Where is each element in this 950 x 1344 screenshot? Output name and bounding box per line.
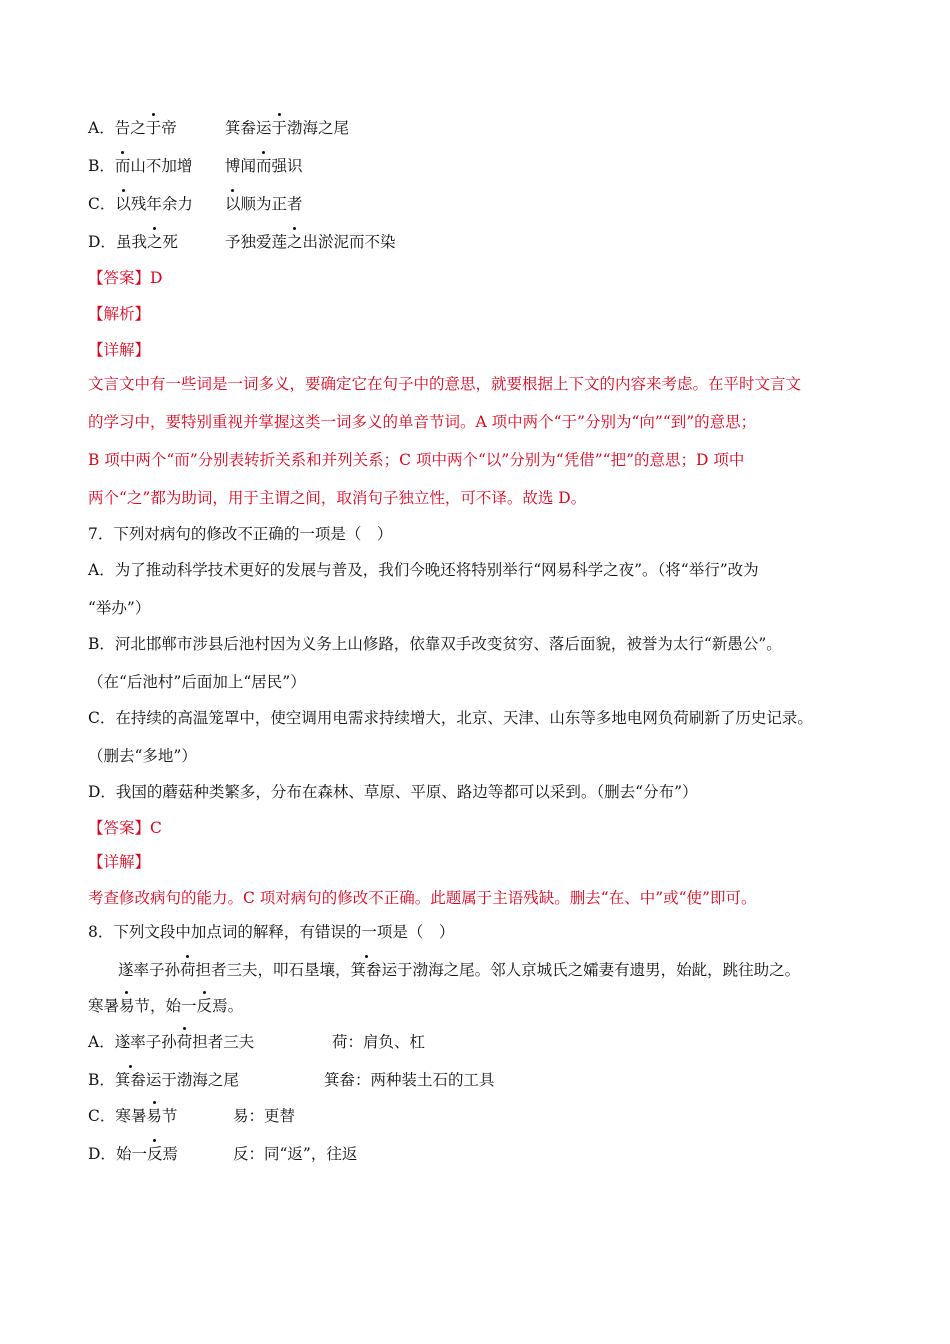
q6-option-a: A．告之于帝 箕畚运于渤海之尾 [88, 119, 350, 137]
dotted-char: 反 [196, 997, 213, 1015]
dotted-char: 于 [145, 119, 162, 137]
q8-stem: 8．下列文段中加点词的解释，有错误的一项是（ ） [88, 923, 455, 941]
q6-option-c-right: 以顺为正者 [225, 195, 303, 213]
q6-option-d-right: 予独爱莲之出淤泥而不染 [225, 233, 396, 251]
dotted-char: 易 [119, 997, 135, 1015]
q6-option-a-right: 箕畚运于渤海之尾 [225, 119, 350, 137]
option-label: D． [88, 233, 116, 251]
q6-explanation-line: 的学习中，要特别重视并掌握这类一词多义的单音节词。A 项中两个“于”分别为“向”“到”的意思； [88, 413, 757, 431]
q8-passage-line2: 寒暑易节，始一反焉。 [88, 997, 244, 1015]
q6-option-c: C．以残年余力 以顺为正者 [88, 195, 303, 213]
q6-option-b: B．而山不加增 博闻而强识 [88, 157, 303, 175]
q6-option-b-right: 博闻而强识 [225, 157, 303, 175]
option-label: C． [88, 195, 116, 213]
dotted-char: 而 [114, 157, 131, 175]
option-label: A． [88, 119, 115, 137]
gloss: 易：更替 [233, 1107, 296, 1125]
q8-option-c: C．寒暑易节 易：更替 [88, 1107, 296, 1125]
option-label: B． [88, 1071, 115, 1089]
q8-option-d: D．始一反焉 反：同“返”，往返 [88, 1145, 358, 1163]
option-label: C． [88, 1107, 116, 1125]
q6-answer: 【答案】D [88, 269, 163, 287]
option-label: B． [88, 157, 115, 175]
q7-stem: 7．下列对病句的修改不正确的一项是（ ） [88, 525, 393, 543]
q6-explanation-line: 文言文中有一些词是一词多义，要确定它在句子中的意思，就要根据上下文的内容来考虑。在平时文言文 [88, 375, 802, 393]
dotted-char: 之 [146, 233, 163, 251]
gloss: 反：同“返”，往返 [233, 1145, 358, 1163]
q7-option-b: B．河北邯郸市涉县后池村因为义务上山修路，依靠双手改变贫穷、落后面貌，被誉为太行“新愚公”。 [88, 635, 782, 653]
q7-option-a-cont: “举办”） [88, 599, 151, 617]
q7-answer: 【答案】C [88, 819, 162, 837]
gloss: 箕畚：两种装土石的工具 [324, 1071, 495, 1089]
dotted-char: 荷 [176, 1033, 193, 1051]
dotted-char: 箕畚 [350, 961, 382, 979]
dotted-char: 反 [146, 1145, 163, 1163]
gloss: 荷：肩负、杠 [332, 1033, 426, 1051]
dotted-char: 而 [256, 157, 272, 175]
q6-detail-heading: 【详解】 [88, 341, 151, 359]
dotted-char: 易 [146, 1107, 162, 1125]
q7-explanation: 考查修改病句的能力。C 项对病句的修改不正确。此题属于主语残缺。删去“在、中”或“使”即可。 [88, 889, 757, 907]
q8-passage-line1: 遂率子孙荷担者三夫，叩石垦壤，箕畚运于渤海之尾。邻人京城氏之孀妻有遗男，始龀，跳往助之。 [118, 961, 801, 979]
dotted-char: 荷 [180, 961, 196, 979]
q7-option-d: D．我国的蘑菇种类繁多，分布在森林、草原、平原、路边等都可以采到。（删去“分布”） [88, 783, 698, 801]
dotted-char: 于 [271, 119, 288, 137]
q8-option-a: A．遂率子孙荷担者三夫 荷：肩负、杠 [88, 1033, 426, 1051]
q7-option-c: C．在持续的高温笼罩中，使空调用电需求持续增大，北京、天津、山东等多地电网负荷刷新了历史记录。 [88, 709, 813, 727]
dotted-char: 之 [287, 233, 303, 251]
option-label: A． [88, 1033, 115, 1051]
q7-option-b-cont: （在“后池村”后面加上“居民”） [88, 673, 306, 691]
q7-option-a: A．为了推动科学技术更好的发展与普及，我们今晚还将特别举行“网易科学之夜”。（将“举行”改为 [88, 561, 759, 579]
q6-explanation-line: 两个“之”都为助词，用于主谓之间，取消句子独立性，可不译。故选 D。 [88, 489, 587, 507]
dotted-char: 箕畚 [114, 1071, 146, 1089]
dotted-char: 以 [225, 195, 241, 213]
q6-explanation-line: B 项中两个“而”分别表转折关系和并列关系；C 项中两个“以”分别为“凭借”“把”的意思；D 项中 [88, 451, 745, 469]
dotted-char: 以 [115, 195, 131, 213]
q8-option-b: B．箕畚运于渤海之尾 箕畚：两种装土石的工具 [88, 1071, 495, 1089]
q6-option-d: D．虽我之死 予独爱莲之出淤泥而不染 [88, 233, 396, 251]
option-label: D． [88, 1145, 116, 1163]
q7-detail-heading: 【详解】 [88, 853, 151, 871]
q6-analysis-heading: 【解析】 [88, 305, 151, 323]
q7-option-c-cont: （删去“多地”） [88, 747, 197, 765]
